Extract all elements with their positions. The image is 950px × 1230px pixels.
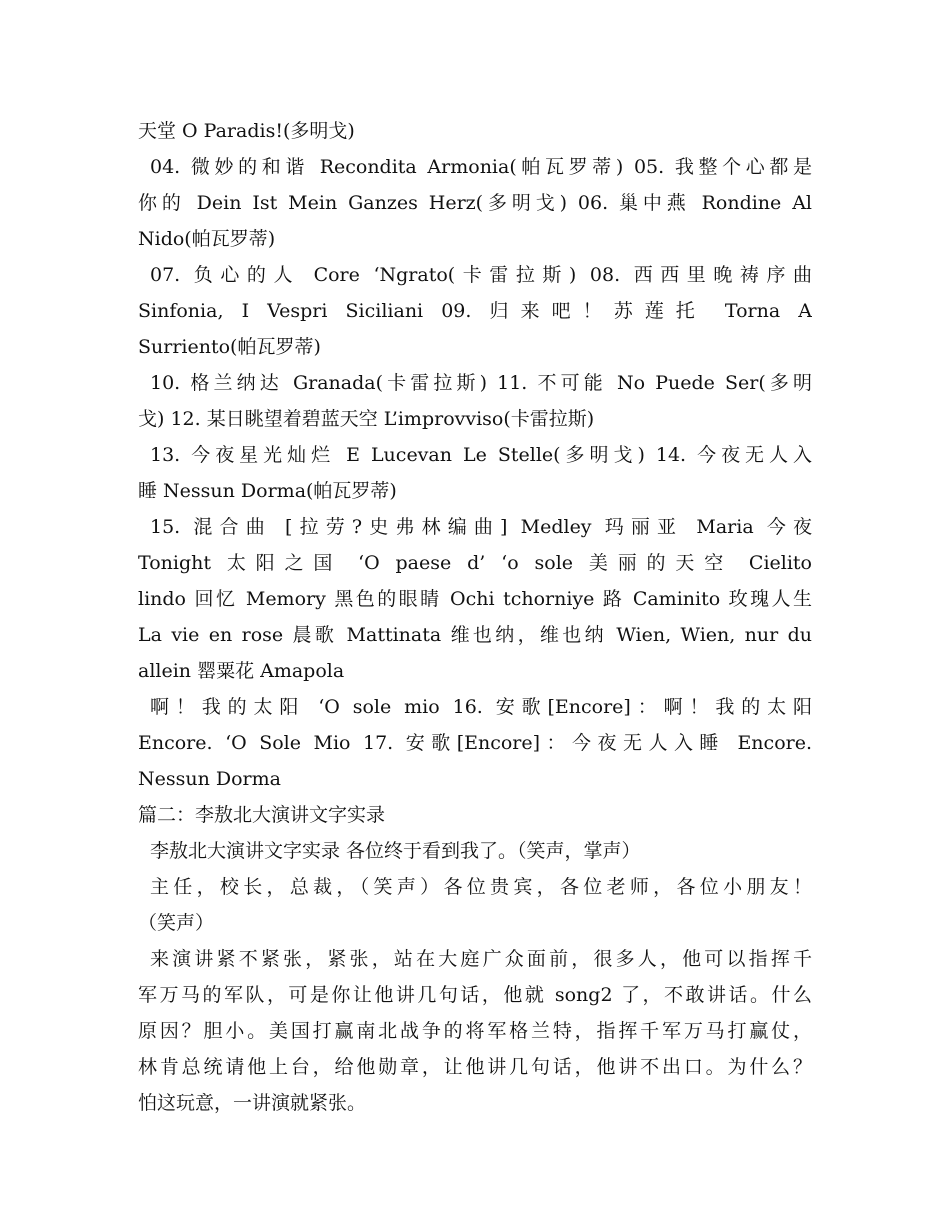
- paragraph-line: 怕这玩意，一讲演就紧张。: [138, 1092, 367, 1114]
- text-line: 啊！我的太阳 ‘O sole mio 16. 安歌[Encore]：啊！我的太阳: [150, 696, 812, 718]
- text-line: 13. 今夜星光灿烂 E Lucevan Le Stelle(多明戈) 14. 今夜无人入: [150, 444, 812, 466]
- text-line: Surriento(帕瓦罗蒂): [138, 336, 321, 358]
- text-line: 07. 负心的人 Core ‘Ngrato(卡雷拉斯) 08. 西西里晚祷序曲: [150, 264, 812, 286]
- text-line: 15. 混合曲 [拉劳?史弗林编曲] Medley 玛丽亚 Maria 今夜: [150, 516, 812, 538]
- paragraph-line: 主任，校长，总裁，（笑声）各位贵宾，各位老师，各位小朋友！: [150, 876, 812, 898]
- text-line: La vie en rose 晨歌 Mattinata 维也纳，维也纳 Wien, Wien, nur du: [138, 624, 812, 646]
- text-line: 10. 格兰纳达 Granada(卡雷拉斯) 11. 不可能 No Puede Ser(多明: [150, 372, 812, 394]
- text-line: 04. 微妙的和谐 Recondita Armonia(帕瓦罗蒂) 05. 我整个心都是: [150, 156, 812, 178]
- paragraph-line: 原因？胆小。美国打赢南北战争的将军格兰特，指挥千军万马打赢仗，: [138, 1020, 812, 1042]
- text-line: allein 罂粟花 Amapola: [138, 660, 345, 682]
- paragraph-line: （笑声）: [138, 912, 215, 934]
- text-line: Sinfonia, I Vespri Siciliani 09. 归来吧！苏莲托 Torna A: [138, 300, 812, 322]
- text-line: Encore. ‘O Sole Mio 17. 安歌[Encore]：今夜无人入睡 Encore.: [138, 732, 812, 754]
- document-page: [138, 113, 812, 1121]
- paragraph-line: 林肯总统请他上台，给他勋章，让他讲几句话，他讲不出口。为什么？: [138, 1056, 812, 1078]
- paragraph-line: 来演讲紧不紧张，紧张，站在大庭广众面前，很多人，他可以指挥千: [150, 948, 812, 970]
- text-line: 戈) 12. 某日眺望着碧蓝天空 L’improvviso(卡雷拉斯): [138, 408, 595, 430]
- paragraph-line: 李敖北大演讲文字实录 各位终于看到我了。（笑声，掌声）: [150, 840, 641, 862]
- paragraph-line: 军万马的军队，可是你让他讲几句话，他就 song2 了，不敢讲话。什么: [138, 984, 812, 1006]
- text-line: 你的 Dein Ist Mein Ganzes Herz(多明戈) 06. 巢中燕 Rondine Al: [138, 192, 812, 214]
- text-line: 天堂 O Paradis!(多明戈): [138, 120, 355, 142]
- text-line: 睡 Nessun Dorma(帕瓦罗蒂): [138, 480, 397, 502]
- section-heading: 篇二：李敖北大演讲文字实录: [138, 804, 386, 826]
- text-line: Nido(帕瓦罗蒂): [138, 228, 276, 250]
- text-line: Tonight 太阳之国 ‘O paese d’ ‘o sole 美丽的天空 Cielito: [138, 552, 812, 574]
- text-line: Nessun Dorma: [138, 768, 281, 790]
- text-line: lindo 回忆 Memory 黑色的眼睛 Ochi tchorniye 路 Caminito 玫瑰人生: [138, 588, 812, 610]
